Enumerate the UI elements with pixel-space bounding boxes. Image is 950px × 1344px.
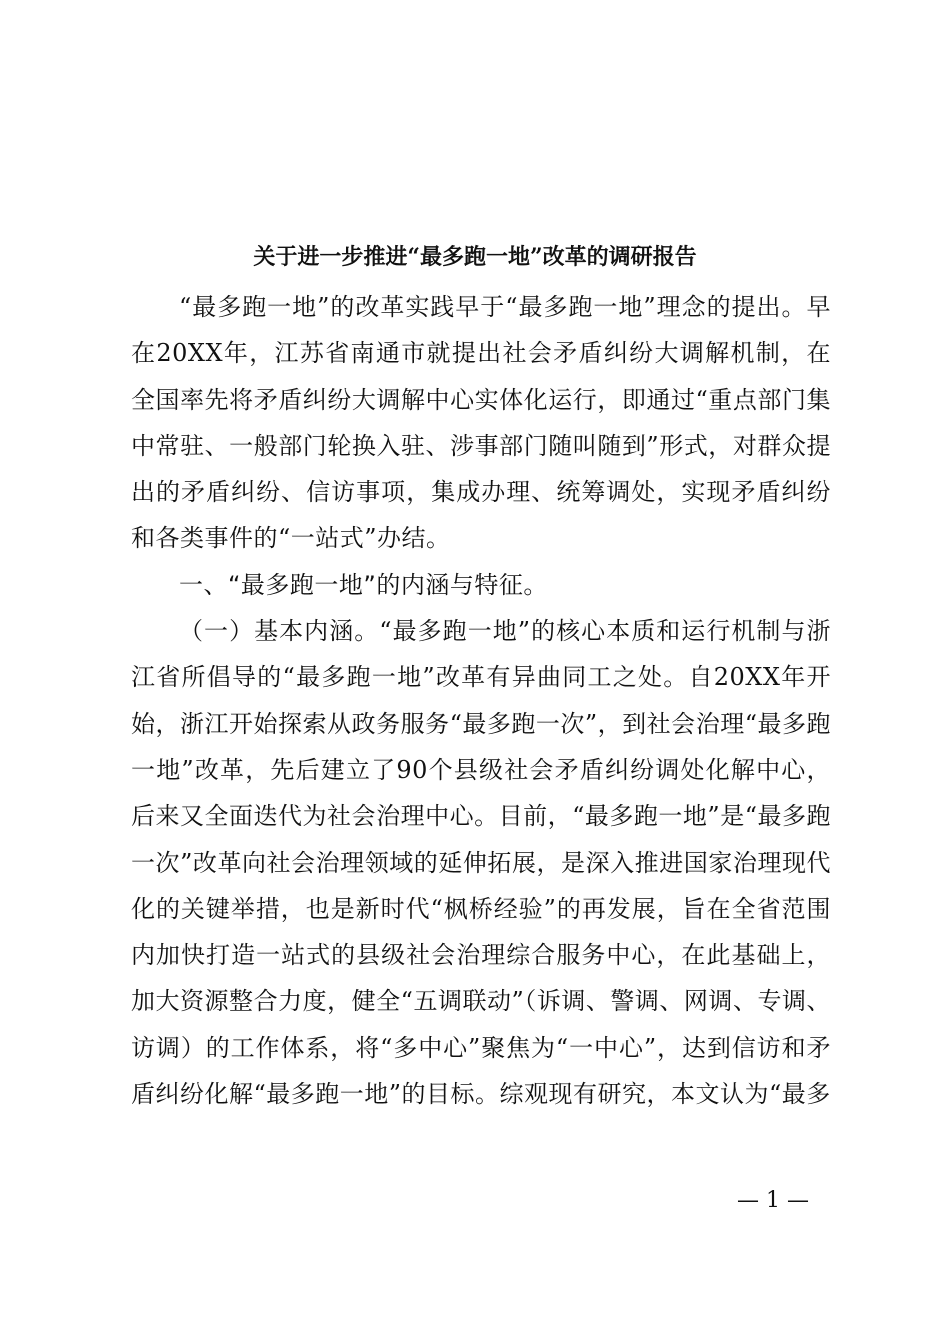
subsection-paragraph: （一）基本内涵。“最多跑一地”的核心本质和运行机制与浙江省所倡导的“最多跑一地”改革有异曲同工之处。自20XX年开始，浙江开始探索从政务服务“最多跑一次”，到社会治理“最多跑一地”改革，先后建立了90个县级社会矛盾纠纷调处化解中心，后来又全面迭代为社会治理中心。目前，“最多跑一地”是“最多跑一次”改革向社会治理领域的延伸拓展，是深入推进国家治理现代化的关键举措，也是新时代“枫桥经验”的再发展，旨在全省范围内加快打造一站式的县级社会治理综合服务中心，在此基础上，加大资源整合力度，健全“五调联动”（诉调、警调、网调、专调、访调）的工作体系，将“多中心”聚焦为“一中心”，达到信访和矛盾纠纷化解“最多跑一地”的目标。综观现有研究，本文认为“最多 — [131, 617, 831, 1109]
section-heading: 一、“最多跑一地”的内涵与特征。 — [179, 570, 548, 599]
intro-paragraph: “最多跑一地”的改革实践早于“最多跑一地”理念的提出。早在20XX年，江苏省南通市就提出社会矛盾纠纷大调解机制，在全国率先将矛盾纠纷大调解中心实体化运行，即通过“重点部门集中常驻、一般部门轮换入驻、涉事部门随叫随到”形式，对群众提出的矛盾纠纷、信访事项，集成办理、统筹调处，实现矛盾纠纷和各类事件的“一站式”办结。 — [131, 293, 831, 553]
document-title: 关于进一步推进“最多跑一地”改革的调研报告 — [253, 244, 697, 270]
page-number: — 1 — — [737, 1188, 809, 1213]
document-body — [131, 284, 831, 1117]
